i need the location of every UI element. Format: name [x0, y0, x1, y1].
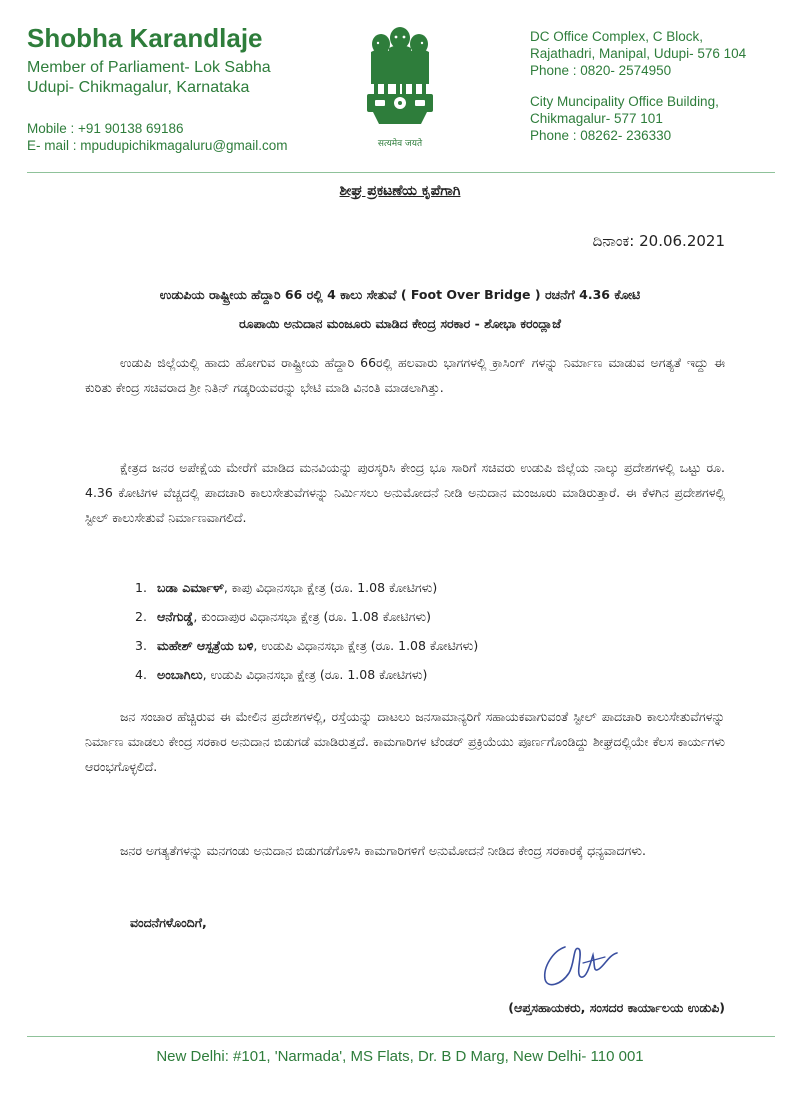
list-item-detail: , ಕುಂದಾಪುರ ವಿಧಾನಸಭಾ ಕ್ಷೇತ್ರ (ರೂ. 1.08 ಕೋಟಿಗಳು) — [193, 609, 431, 624]
office-chikmagalur-phone: Phone : 08262- 236330 — [530, 128, 672, 143]
letter-date: ದಿನಾಂಕ: 20.06.2021 — [592, 232, 725, 250]
list-item-number: 1. — [135, 580, 147, 595]
closing-greeting: ವಂದನೆಗಳೊಂದಿಗೆ, — [130, 915, 207, 930]
paragraph-4: ಜನರ ಅಗತ್ಯತೆಗಳನ್ನು ಮನಗಂಡು ಅನುದಾನ ಬಿಡುಗಡೆಗೊಳಿಸಿ ಕಾಮಗಾರಿಗಳಿಗೆ ಅನುಮೋದನೆ ನೀಡಿದ ಕೇಂದ್ರ ಸರಕಾರಕ್ಕೆ ಧನ್ಯವಾದಗಳು. — [120, 843, 646, 858]
list-item-detail: , ಉಡುಪಿ ವಿಧಾನಸಭಾ ಕ್ಷೇತ್ರ (ರೂ. 1.08 ಕೋಟಿಗಳು) — [202, 667, 428, 682]
header-divider — [27, 172, 775, 173]
list-item-number: 3. — [135, 638, 147, 653]
footer-address: New Delhi: #101, 'Narmada', MS Flats, Dr. B D Marg, New Delhi- 110 001 — [156, 1048, 644, 1065]
office-udupi — [530, 28, 790, 79]
mp-title: Member of Parliament- Lok Sabha — [27, 59, 271, 76]
list-item-detail: , ಉಡುಪಿ ವಿಧಾನಸಭಾ ಕ್ಷೇತ್ರ (ರೂ. 1.08 ಕೋಟಿಗಳು) — [253, 638, 479, 653]
mobile-number: Mobile : +91 90138 69186 — [27, 121, 184, 136]
signature — [535, 935, 625, 995]
office-chikmagalur-line2: Chikmagalur- 577 101 — [530, 111, 663, 126]
office-addresses — [530, 28, 790, 144]
sign-off: (ಆಪ್ತಸಹಾಯಕರು, ಸಂಸದರ ಕಾರ್ಯಾಲಯ ಉಡುಪಿ) — [508, 1000, 725, 1015]
mp-constituency: Udupi- Chikmagalur, Karnataka — [27, 79, 250, 96]
paragraph-2: ಕ್ಷೇತ್ರದ ಜನರ ಅಪೇಕ್ಷೆಯ ಮೇರೆಗೆ ಮಾಡಿದ ಮನವಿಯನ್ನು ಪುರಸ್ಕರಿಸಿ ಕೇಂದ್ರ ಭೂ ಸಾರಿಗೆ ಸಚಿವರು ಉಡುಪಿ ಜಿಲ್ಲೆಯ ನಾಲ್ಕು ಪ್ರದೇಶಗಳಲ್ಲಿ ಒಟ್ಟು ರೂ. 4.36 ಕೋಟಿಗಳ ವೆಚ್ಚದಲ್ಲಿ ಪಾದಚಾರಿ ಕಾಲುಸೇತುವೆಗಳನ್ನು ನಿರ್ಮಿಸಲು ಅನುಮೋದನೆ ನೀಡಿ ಅನುದಾನ ಮಂಜೂರು ಮಾಡಿರುತ್ತಾರೆ. ಈ ಕೆಳಗಿನ ಪ್ರದೇಶಗಳಲ್ಲಿ ಸ್ಟೀಲ್ ಕಾಲುಸೇತುವೆ ನಿರ್ಮಾಣವಾಗಲಿದೆ. — [85, 460, 725, 525]
office-chikmagalur-line1: City Muncipality Office Building, — [530, 94, 719, 109]
list-item-place: ಮಹೇಶ್ ಆಸ್ಪತ್ರೆಯ ಬಳಿ — [157, 638, 254, 653]
subject-heading: ಶೀಘ್ರ ಪ್ರಕಟಣೆಯ ಕೃಪೆಗಾಗಿ — [339, 183, 461, 199]
paragraph-1: ಉಡುಪಿ ಜಿಲ್ಲೆಯಲ್ಲಿ ಹಾದು ಹೋಗುವ ರಾಷ್ಟ್ರೀಯ ಹೆದ್ದಾರಿ 66ರಲ್ಲಿ ಹಲವಾರು ಭಾಗಗಳಲ್ಲಿ ಕ್ರಾಸಿಂಗ್ ಗಳನ್ನು ನಿರ್ಮಾಣ ಮಾಡುವ ಅಗತ್ಯತೆ ಇದ್ದು ಈ ಕುರಿತು ಕೇಂದ್ರ ಸಚಿವರಾದ ಶ್ರೀ ನಿತಿನ್ ಗಡ್ಕರಿಯವರನ್ನು ಭೇಟಿ ಮಾಡಿ ವಿನಂತಿ ಮಾಡಲಾಗಿತ್ತು. — [85, 355, 725, 395]
letterhead — [0, 0, 800, 175]
office-udupi-line2: Rajathadri, Manipal, Udupi- 576 104 — [530, 46, 747, 61]
list-item — [135, 573, 725, 602]
footer-divider — [27, 1036, 775, 1037]
list-item-place: ಬಡಾ ಎರ್ಮಾಳ್ — [157, 580, 224, 595]
paragraph-3: ಜನ ಸಂಚಾರ ಹೆಚ್ಚಿರುವ ಈ ಮೇಲಿನ ಪ್ರದೇಶಗಳಲ್ಲಿ, ರಸ್ತೆಯನ್ನು ದಾಟಲು ಜನಸಾಮಾನ್ಯರಿಗೆ ಸಹಾಯಕವಾಗುವಂತೆ ಸ್ಟೀಲ್ ಪಾದಚಾರಿ ಕಾಲುಸೇತುವೆಗಳನ್ನು ನಿರ್ಮಾಣ ಮಾಡಲು ಕೇಂದ್ರ ಸರಕಾರ ಅನುದಾನ ಬಿಡುಗಡೆ ಮಾಡಿರುತ್ತದೆ. ಕಾಮಗಾರಿಗಳ ಟೆಂಡರ್ ಪ್ರಕ್ರಿಯೆಯು ಪೂರ್ಣಗೊಂಡಿದ್ದು ಶೀಘ್ರದಲ್ಲಿಯೇ ಕೆಲಸ ಕಾರ್ಯಗಳು ಆರಂಭಗೊಳ್ಳಲಿದೆ. — [85, 709, 725, 774]
list-item-place: ಅಂಬಾಗಿಲು — [157, 667, 203, 682]
email-address: E- mail : mpudupichikmagaluru@gmail.com — [27, 138, 288, 153]
office-udupi-line1: DC Office Complex, C Block, — [530, 29, 704, 44]
contact-block — [27, 120, 288, 154]
list-item-number: 4. — [135, 667, 147, 682]
emblem-motto: सत्यमेव जयते — [377, 139, 423, 149]
list-item-number: 2. — [135, 609, 147, 624]
office-udupi-phone: Phone : 0820- 2574950 — [530, 63, 672, 78]
list-item — [135, 631, 725, 660]
mp-name: Shobha Karandlaje — [27, 23, 263, 53]
headline-line-1: ಉಡುಪಿಯ ರಾಷ್ಟ್ರೀಯ ಹೆದ್ದಾರಿ 66 ರಲ್ಲಿ 4 ಕಾಲು ಸೇತುವೆ ( Foot Over Bridge ) ರಚನೆಗೆ 4.36 ಕೋಟಿ — [159, 287, 641, 302]
press-headline — [75, 280, 725, 338]
list-item — [135, 602, 725, 631]
office-chikmagalur — [530, 93, 790, 144]
list-item-place: ಆನೆಗುಡ್ಡೆ — [157, 609, 194, 624]
letterhead-left — [27, 22, 347, 98]
list-item-detail: , ಕಾಪು ವಿಧಾನಸಭಾ ಕ್ಷೇತ್ರ (ರೂ. 1.08 ಕೋಟಿಗಳು) — [223, 580, 438, 595]
list-item — [135, 660, 725, 689]
national-emblem — [355, 22, 445, 152]
bridge-locations-list — [135, 573, 725, 689]
lion-capital-icon — [361, 22, 439, 134]
headline-line-2: ರೂಪಾಯಿ ಅನುದಾನ ಮಂಜೂರು ಮಾಡಿದ ಕೇಂದ್ರ ಸರಕಾರ - ಶೋಭಾ ಕರಂದ್ಲಾಜೆ — [239, 316, 561, 331]
